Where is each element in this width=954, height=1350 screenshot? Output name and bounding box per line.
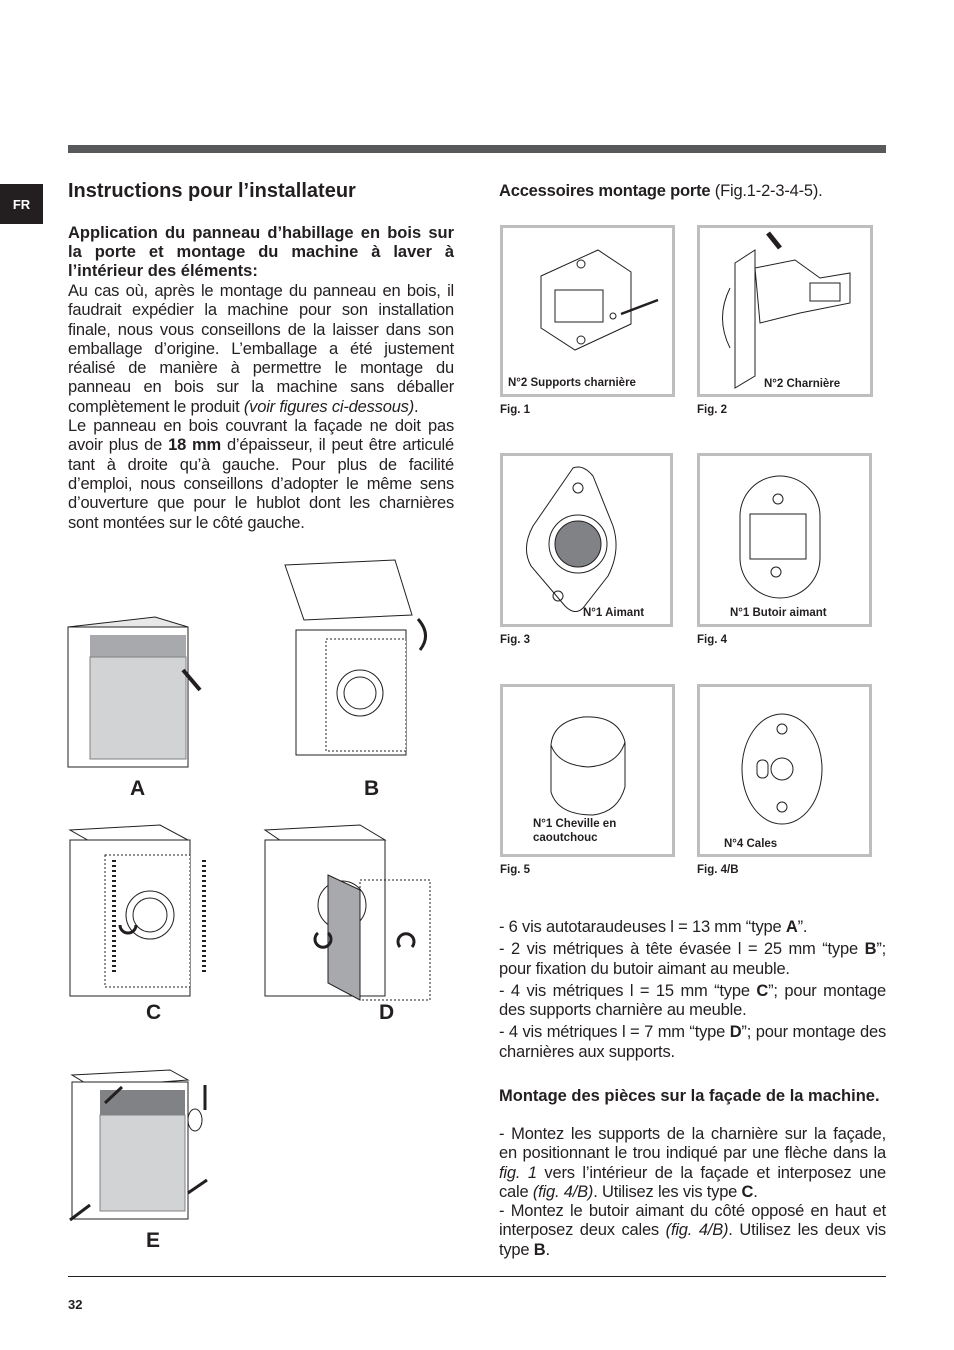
intro-p1-italic: (voir figures ci-dessous) bbox=[243, 397, 415, 416]
screw-type: D bbox=[729, 1023, 742, 1042]
montage-screw-type: B bbox=[533, 1240, 546, 1259]
montage-fig-ref: (fig. 4/B) bbox=[665, 1221, 729, 1240]
figure-5-label: Fig. 5 bbox=[500, 864, 531, 876]
shims-drawing bbox=[700, 687, 869, 854]
accessories-heading-refs: (Fig.1-2-3-4-5). bbox=[710, 182, 823, 200]
accessories-heading bbox=[499, 182, 823, 201]
figure-3-label: Fig. 3 bbox=[500, 634, 531, 646]
hinge-drawing bbox=[700, 228, 870, 394]
montage-paragraph bbox=[499, 1125, 886, 1202]
intro-thickness: 18 mm bbox=[168, 436, 221, 455]
figure-4b-label: Fig. 4/B bbox=[697, 864, 739, 876]
language-tab: FR bbox=[0, 184, 43, 224]
top-rule bbox=[68, 145, 886, 153]
intro-p1-end: . bbox=[414, 397, 419, 416]
figure-3-box bbox=[500, 453, 673, 627]
figure-1-label: Fig. 1 bbox=[500, 404, 531, 416]
step-label-e: E bbox=[146, 1229, 161, 1252]
montage-text-run: . Utilisez les deux vis type bbox=[499, 1221, 886, 1259]
bottom-rule bbox=[68, 1276, 886, 1277]
intro-p2-end: d’épaisseur, il peut être articulé tant à droite qu’à gauche. Pour plus de facilité d’emploi, nous conseillons d’adopter le même sens d’ouverture que pour le hublot dont les charnières sont montées sur le côté gauche. bbox=[68, 436, 454, 532]
installation-illustrations bbox=[60, 555, 450, 1255]
montage-text-run: - Montez les supports de la charnière sur la façade, en positionnant le trou indiqué par une flèche dans la bbox=[499, 1125, 886, 1163]
figure-4b-caption: N°4 Cales bbox=[724, 838, 778, 850]
magnetic-stop-drawing bbox=[700, 456, 869, 624]
montage-text-run: . Utilisez les vis type bbox=[593, 1182, 742, 1201]
figure-4b-box bbox=[697, 684, 872, 857]
section-subtitle: Application du panneau d’habillage en bois sur la porte et montage du machine à laver à l’intérieur des éléments: bbox=[68, 224, 454, 280]
hinge-support-drawing bbox=[503, 228, 672, 394]
illustration-a bbox=[68, 617, 200, 767]
screw-text: - 4 vis métriques l = 15 mm “type bbox=[499, 981, 757, 1000]
screws-list bbox=[499, 918, 886, 1065]
figure-1-box bbox=[500, 225, 675, 397]
screw-text: - 2 vis métriques à tête évasée l = 25 mm “type bbox=[499, 940, 865, 959]
page-number: 32 bbox=[68, 1297, 83, 1312]
figure-1-caption: N°2 Supports charnière bbox=[508, 377, 636, 389]
screw-item bbox=[499, 1023, 886, 1062]
montage-text-run: - Montez le butoir aimant du côté opposé en haut et interposez deux cales bbox=[499, 1202, 886, 1240]
figure-5-box bbox=[500, 684, 675, 857]
figure-5-caption-line1: N°1 Cheville en bbox=[533, 818, 617, 830]
illustration-d bbox=[265, 825, 430, 1000]
screw-type: C bbox=[756, 981, 769, 1000]
screw-item bbox=[499, 918, 886, 937]
montage-text-run: vers l’intérieur de la façade et interposez une cale bbox=[499, 1163, 887, 1201]
figure-2-label: Fig. 2 bbox=[697, 404, 728, 416]
figure-5-caption-line2: caoutchouc bbox=[533, 832, 598, 844]
page-title: Instructions pour l’installateur bbox=[68, 180, 356, 202]
screw-text: - 4 vis métriques l = 7 mm “type bbox=[499, 1023, 730, 1042]
intro-text bbox=[68, 282, 454, 533]
montage-fig-ref: (fig. 4/B) bbox=[532, 1182, 594, 1201]
screw-item bbox=[499, 982, 886, 1021]
step-label-d: D bbox=[379, 1001, 395, 1024]
montage-screw-type: C bbox=[741, 1182, 754, 1201]
screw-text: ”. bbox=[797, 918, 808, 936]
screw-type: A bbox=[785, 918, 798, 936]
step-label-c: C bbox=[146, 1001, 162, 1024]
step-label-a: A bbox=[130, 777, 146, 800]
figure-4-label: Fig. 4 bbox=[697, 634, 728, 646]
montage-text-run: . bbox=[753, 1182, 758, 1201]
illustration-b bbox=[285, 560, 426, 755]
screw-item bbox=[499, 940, 886, 979]
accessories-heading-bold: Accessoires montage porte bbox=[499, 182, 711, 200]
illustration-c bbox=[70, 825, 204, 996]
montage-paragraph bbox=[499, 1202, 886, 1260]
figure-2-box bbox=[697, 225, 873, 397]
figure-2-caption: N°2 Charnière bbox=[764, 378, 841, 390]
screw-text: ”; pour fixation du butoir aimant au meuble. bbox=[499, 940, 886, 978]
screw-type: B bbox=[864, 940, 877, 959]
magnet-drawing bbox=[503, 456, 670, 624]
montage-text-run: . bbox=[545, 1240, 550, 1259]
figure-4-box bbox=[697, 453, 872, 627]
montage-text bbox=[499, 1125, 886, 1260]
screw-text: ”; pour montage des supports charnière au meuble. bbox=[499, 981, 886, 1020]
montage-fig-ref: fig. 1 bbox=[499, 1163, 537, 1182]
figure-5-caption bbox=[533, 817, 616, 845]
illustration-e bbox=[70, 1070, 207, 1220]
montage-heading: Montage des pièces sur la façade de la machine. bbox=[499, 1087, 880, 1105]
intro-p1: Au cas où, après le montage du panneau en bois, il faudrait expédier la machine pour son installation finale, nous vous conseillons de la laisser dans son emballage d’origine. L’emballage a été justement réalisé de manière à permettre le montage du panneau en bois sur la machine sans déballer complètement le produit bbox=[68, 282, 454, 416]
figure-3-caption: N°1 Aimant bbox=[583, 607, 645, 619]
figure-4-caption: N°1 Butoir aimant bbox=[730, 607, 827, 619]
intro-p2-start: Le panneau en bois couvrant la façade ne doit pas avoir plus de bbox=[68, 417, 454, 455]
screw-text: ”; pour montage des charnières aux supports. bbox=[499, 1023, 886, 1061]
step-label-b: B bbox=[364, 777, 380, 800]
screw-text: - 6 vis autotaraudeuses l = 13 mm “type bbox=[499, 918, 786, 936]
